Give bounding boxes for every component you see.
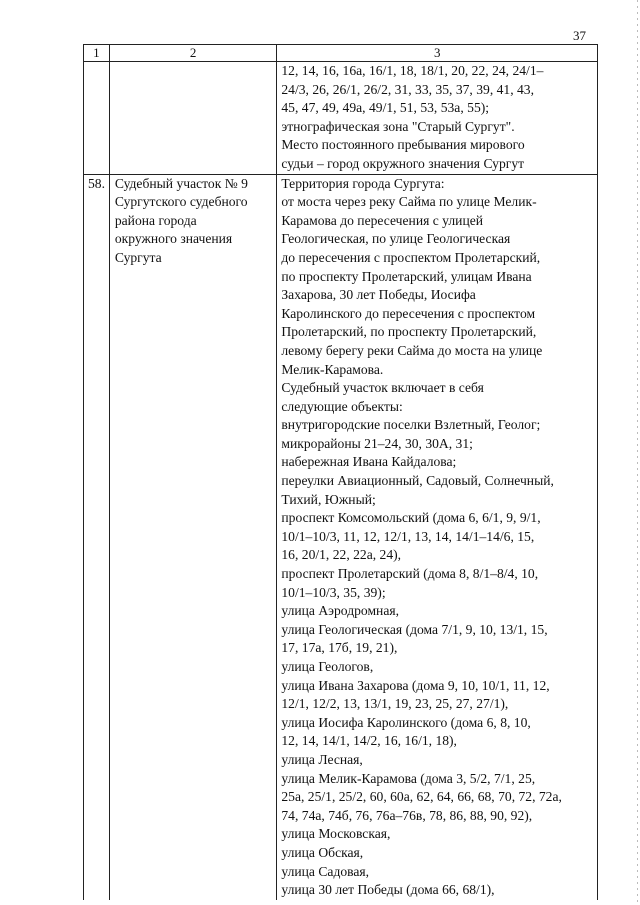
column-header-3: 3	[277, 45, 598, 62]
text-line: проспект Комсомольский (дома 6, 6/1, 9, 9/1,	[281, 510, 541, 526]
text-line: улица Московская,	[281, 826, 391, 842]
text-line: 10/1–10/3, 11, 12, 12/1, 13, 14, 14/1–14/6, 15,	[281, 528, 535, 544]
text-line: 74, 74а, 74б, 76, 76а–76в, 78, 86, 88, 90, 92),	[281, 807, 533, 823]
text-line: Каролинского до пересечения с проспектом	[281, 305, 536, 321]
text-line: улица Обская,	[281, 844, 364, 860]
text-line: улица Ивана Захарова (дома 9, 10, 10/1, 11, 12,	[281, 677, 550, 693]
text-line: улица Иосифа Каролинского (дома 6, 8, 10,	[281, 714, 531, 730]
text-line: района города	[114, 212, 197, 228]
text-line: до пересечения с проспектом Пролетарский,	[281, 249, 541, 265]
column-header-2: 2	[109, 45, 277, 62]
text-line: улица Мелик-Карамова (дома 3, 5/2, 7/1, 25,	[281, 770, 536, 786]
text-line: улица Аэродромная,	[281, 603, 400, 619]
text-line: Место постоянного пребывания мирового	[281, 137, 525, 153]
text-line: Сургута	[114, 249, 162, 265]
text-line: 24/3, 26, 26/1, 26/2, 31, 33, 35, 37, 39, 41, 43,	[281, 81, 534, 97]
text-line: улица Геологов,	[281, 659, 374, 674]
text-line: улица Геологическая (дома 7/1, 9, 10, 13/1, 15,	[281, 621, 548, 637]
text-line: 25а, 25/1, 25/2, 60, 60а, 62, 64, 66, 68, 70, 72, 72а,	[281, 789, 562, 805]
district-name-cell	[109, 174, 277, 900]
text-line: Геологическая, по улице Геологическая	[281, 231, 511, 247]
text-line: этнографическая зона "Старый Сургут".	[281, 118, 515, 134]
text-line: Судебный участок включает в себя	[281, 380, 484, 396]
text-line: проспект Пролетарский (дома 8, 8/1–8/4, 10,	[281, 566, 539, 582]
text-line: 12, 14, 14/1, 14/2, 16, 16/1, 18),	[281, 733, 457, 749]
scan-edge	[637, 0, 638, 905]
text-line: Судебный участок № 9	[114, 175, 248, 191]
text-line: окружного значения	[114, 231, 233, 247]
page-number: 37	[573, 28, 586, 43]
row-number-cell: 58.	[84, 174, 110, 900]
territory-description-cell	[277, 62, 598, 175]
text-line: Захарова, 30 лет Победы, Иосифа	[281, 287, 476, 303]
text-line: 45, 47, 49, 49а, 49/1, 51, 53, 53а, 55);	[281, 100, 490, 116]
district-name-cell	[109, 62, 277, 175]
row-number-cell	[84, 62, 110, 175]
table-row-continuation	[84, 62, 598, 175]
text-line: от моста через реку Сайма по улице Мелик-	[281, 194, 537, 210]
table-row-58	[84, 174, 598, 900]
text-line: внутригородские поселки Взлетный, Геолог;	[281, 417, 541, 433]
text-line: следующие объекты:	[281, 398, 403, 414]
text-line: переулки Авиационный, Садовый, Солнечный,	[281, 473, 554, 489]
text-line: левому берегу реки Сайма до моста на улице	[281, 342, 543, 358]
text-line: Карамова до пересечения с улицей	[281, 212, 484, 228]
territory-description-cell	[277, 174, 598, 900]
text-line: по проспекту Пролетарский, улицам Ивана	[281, 268, 532, 284]
text-line: микрорайоны 21–24, 30, 30А, 31;	[281, 435, 473, 451]
table-header-row	[84, 45, 598, 62]
text-line: 17, 17а, 17б, 19, 21),	[281, 640, 398, 656]
text-line: улица Садовая,	[281, 863, 370, 879]
text-line: улица Лесная,	[281, 751, 363, 767]
text-line: Территория города Сургута:	[281, 175, 445, 191]
text-line: Тихий, Южный;	[281, 491, 376, 507]
column-header-1: 1	[84, 45, 110, 62]
text-line: 12/1, 12/2, 13, 13/1, 19, 23, 25, 27, 27/1),	[281, 696, 509, 712]
text-line: Пролетарский, по проспекту Пролетарский,	[281, 324, 537, 340]
text-line: набережная Ивана Кайдалова;	[281, 454, 457, 470]
text-line: 10/1–10/3, 35, 39);	[281, 584, 386, 600]
text-line: Сургутского судебного	[114, 194, 248, 210]
text-line: судьи – город окружного значения Сургут	[281, 155, 525, 171]
text-line: Мелик-Карамова.	[281, 361, 384, 377]
text-line: 12, 14, 16, 16а, 16/1, 18, 18/1, 20, 22, 24, 24/1–	[281, 63, 544, 78]
district-table	[83, 44, 598, 900]
text-line: улица 30 лет Победы (дома 66, 68/1),	[281, 882, 495, 898]
text-line: 16, 20/1, 22, 22а, 24),	[281, 547, 402, 563]
